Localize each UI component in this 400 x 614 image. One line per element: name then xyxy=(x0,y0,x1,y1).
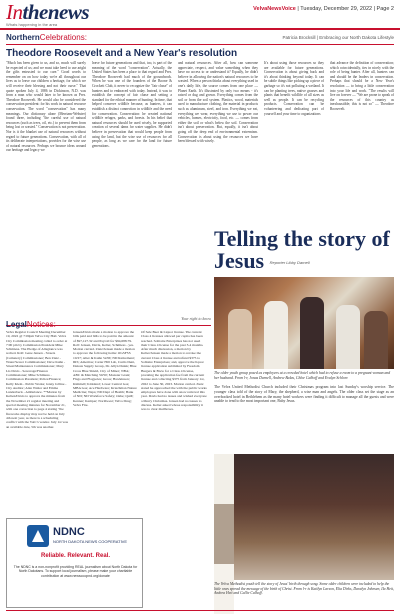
nativity-photo xyxy=(214,454,394,580)
photo-caption-2: The Velva Methodist youth tell the story of Jesus' birth through song. Some older children were included to help the little ones spread the message of the birth of Christ. From l-r is Kaitlyn Larson, Elia Dirks, Daralyn Johnsen, Ila Heit, Andrea Heit and Callie Calhoff. xyxy=(214,582,394,596)
story-headline: Telling the story of Jesus Reporter Libby Darnell xyxy=(214,226,390,273)
tagline: Whats happening in the area xyxy=(6,22,58,27)
article-column-4: It's about using those resources so they are available for future generations. Conservation is about giving back and it's about thinking beyond today. It can be subtle things like picking up a piece of garbage so it's not polluting a wetland. It can be planting trees, native grasses and plants that benefit wildlife of all sizes as well as people. It can be recycling products. Conservation can be volunteering and dedicating part of yourself and your time to organizations xyxy=(264,61,324,116)
legal-column-3: Of Sale Beer & Liquor license. The current Class 4 licenses allowed per capita has been reached. Solitaire Enterprises has not used their Class 4 license for the past 3-4 months. After much discussion, a motion by Kelter/Jensen made a motion to revoke the current Class 4 license and refund $375 to Solitaire Enterprises; and, approve the liquor license application submitted by Freedom Burgers & Brew for a Class 4 license, prorating the application fee from the current license and collecting $375 from January 1st, 2022 to June 30, 2023. Motion carried. Zietz stated he approached the with the public works employees have done with snow removal this year. Davis had no issues and wished everyone a Merry Christmas. Jensen had no issues to discuss. Kelter asked whose responsibility it was to clear mailboxes. xyxy=(141,330,207,412)
ad-subtitle: NORTH DAKOTA NEWS COOPERATIVE xyxy=(53,539,128,544)
legal-notices-note: Your right to know xyxy=(181,316,211,321)
story-body: The Velva United Methodist Church included their Christmas program into last Sunday's worship service. The younger class told of the story of Mary, the shepherd, a wise man and angels. The older class set the stage as an overbooked hotel in Bethlehem as the many hotel workers were finding it difficult to manage all the guests and were unable to tend to the most important one, Baby Jesus. xyxy=(214,385,394,404)
section-header xyxy=(6,33,394,45)
ad-name: NDNC xyxy=(53,526,85,538)
section-title: NorthernCelebrations: xyxy=(6,33,87,42)
newspaper-logo: Inthenews xyxy=(6,0,90,24)
youth-group-photo xyxy=(214,277,394,369)
legal-column-2: Jensen/Davis made a motion to approve the bills paid and bills to be paid in the amount of $97,127.32 and Payroll for $94,688.79. Roll: Jensen, Davis, Kelter, Schmiess - yes. Motion carried. Zietz/Jensen made a motion to approve the following items: OGSFSS 10/27; Alter & Kuhn 52/M; ND Retirement; IRS; Ameritas; Carter Hill Lab, Curtis Dent, Dakota Supply Group, Dr. Allyn Dulek; Blue Cross Blue Shield, City of Minot; NBA; ABC & Matching 50/50; Monster Grant; Flags and Flagpoles; Gross; Hawkinson; Kimmell; Kirkland; Lower Central Gas; MBA Gas; Ace Hardware; Kriechman Nature Medicine; Napa; ND Dept of Health; Bank of ND; ND Workforce Safety; Oahe; Quill; Kenner; Kemper; Northwest; Velva Drug; Velva Fire. xyxy=(73,330,137,408)
masthead xyxy=(0,0,400,30)
ndnc-advertisement[interactable] xyxy=(6,518,143,608)
legal-notices-title: LegalNotices: xyxy=(6,320,56,329)
legal-column-1: Velva Regular Council Meeting December 19, 2022 @ 7:00pm Velva City Hall. Velva City Commission meeting called to order at 7:00 pm by Commission President Mike Schmiess. The Pledge of Allegiance was recited. Roll: Gene Jensen - Streets (Cemetery) Commissioner; Ben Zietz - Water/Sewer Commissioner; Dave Kuhn - Street/Maintenance Commissioner; Mary Lis Davis - Sewerage/Finance Commissioner; Mike Schmiess - Commission President; Police/Finance; Kelly Klein - Public Works; Jenny Jolline - City Auditor; Alan Walter and Emma Lunderbeck - Ambulance. **Motion by Kelten/Davis to approve the minutes from the November 21 regular meeting and special meeting minutes for November 21, with one correction to page 4 stating "the fireworks display may not be held on July 4th next year, as there is a scheduling conflict with the VAC's vendor. July 1st was an available date, 5th was another. xyxy=(6,330,68,429)
article-column-2: leave for future generations and that, too, is part of the meaning of the word "conservation". Actually, the United States has been a place to that regard and Pres. Theodore Roosevelt had much of the groundwork. When he was one of the founders of the Boone & Crockett Club, it never to recognize the "fair chase" of hunters and to embraced with today. Instead, it was to establish the concept of fair chase and setting a standard for the ethical manner of hunting. In time, that helped conserve wildlife because, as hunters, it can establish a distinct connection in wildlife and the need for conservation. Conservation: he created national wildlife refuges, parks, and forests. In his belief that natural resources should be used wisely, he supported creation of several dams for water supplies. He didn't believe in preservation that would keep people from using the land, but the wise use of resources for all people, as long as we care for the land for future generations. xyxy=(92,61,172,148)
ad-text: The NDNC is a non-nonprofit providing REAL journalism about North Dakota for North Dakotans. To support local journalism, please make your charitable contribution at www.newscoopnd.org/donate xyxy=(13,565,138,578)
header-rule xyxy=(0,28,400,30)
article-column-1: "Much has been given to us, and so, much will surely be expected of us; and we must take heed to use aright the gifts entrusted to our care." Good words to remember on on how today we're all throughout our lives as to leave our children a heritage, for which we will receive their blessing and not their curse." That quote spoken July 4, 1886 in Dickinson, N.D. was from a man who would later to be known as Pres. Theodore Roosevelt. He would also be considered the conservation president: for his work in natural resource conservation. The word "conservation" has many meanings. Our dictionary alone (Merriam-Webster) found three, including "the careful use of natural resources (such as trees, oil, etc.) to prevent them from being lost or wasted." Conservation is not preservation. Nor is it the blanket use of natural resources without regard to future generations. Conservation, with all of its deliberate interpretations, provides for the wise use of natural resources. Perhaps we bounce ideas around our heritage and legacy we xyxy=(6,61,86,153)
story-byline: Reporter Libby Darnell xyxy=(269,259,310,265)
legal-notices-header xyxy=(6,314,211,329)
publication-info: VelvaNewsVoice | Tuesday, December 29, 2022 | Page 2 xyxy=(253,6,394,12)
photo-caption-1: The older youth group posed as employees at a crowded hotel which had to refuse a room to a pregnant woman and her husband. From l-r, Jonas Darnell, Andrew Balas, Chloe Calhoff and Evalyn Schlorr. xyxy=(214,371,391,380)
article-headline: Theodore Roosevelt and a New Year's resolution xyxy=(6,48,238,59)
ad-slogan: Reliable. Relevant. Real. xyxy=(40,553,111,559)
section-byline: Patricia Brocksill | Embracing our North Dakota Lifestyle xyxy=(282,35,394,40)
article-column-3: and natural resources. After all, how can someone appreciate, respect, and value something when they have no access to or understand it? Equally, he didn't believe in allowing the nation's natural resources to be wasted. When a person thinks about everything used in one's daily life, the source comes from one place — Planet Earth. It's illustrated by only two means - it's raised or dug and grown. Everything comes from the soil or from the soil system. Plastics, wood, materials used to manufacture clothing, the material in products such as aluminum, steel, and iron. Everything we eat, everything we wear, everything we use to power our vehicles, homes, electricity, food, etc. — comes from either the soil or what's below the soil. Conservation isn't about preservation. But, equally, it isn't about going off the deep end of environmental extremism. Conservation is about using the resources we have been blessed with wisely. xyxy=(178,61,258,144)
article-column-5: that advance the definition of conservation; which coincidentally, ties in nicely with the role of being hunter. After all, hunters can and should be the leaders in conservation. Perhaps that should be a New Year's resolution — to bring a little conservation into your life and work. "The results will live on forever — "We are prone to speak of the resources of this country as inexhaustible; this is not so" — Theodore Roosevelt. xyxy=(330,61,394,111)
footer-rule xyxy=(6,610,394,611)
ndnc-logo-icon xyxy=(27,525,49,547)
